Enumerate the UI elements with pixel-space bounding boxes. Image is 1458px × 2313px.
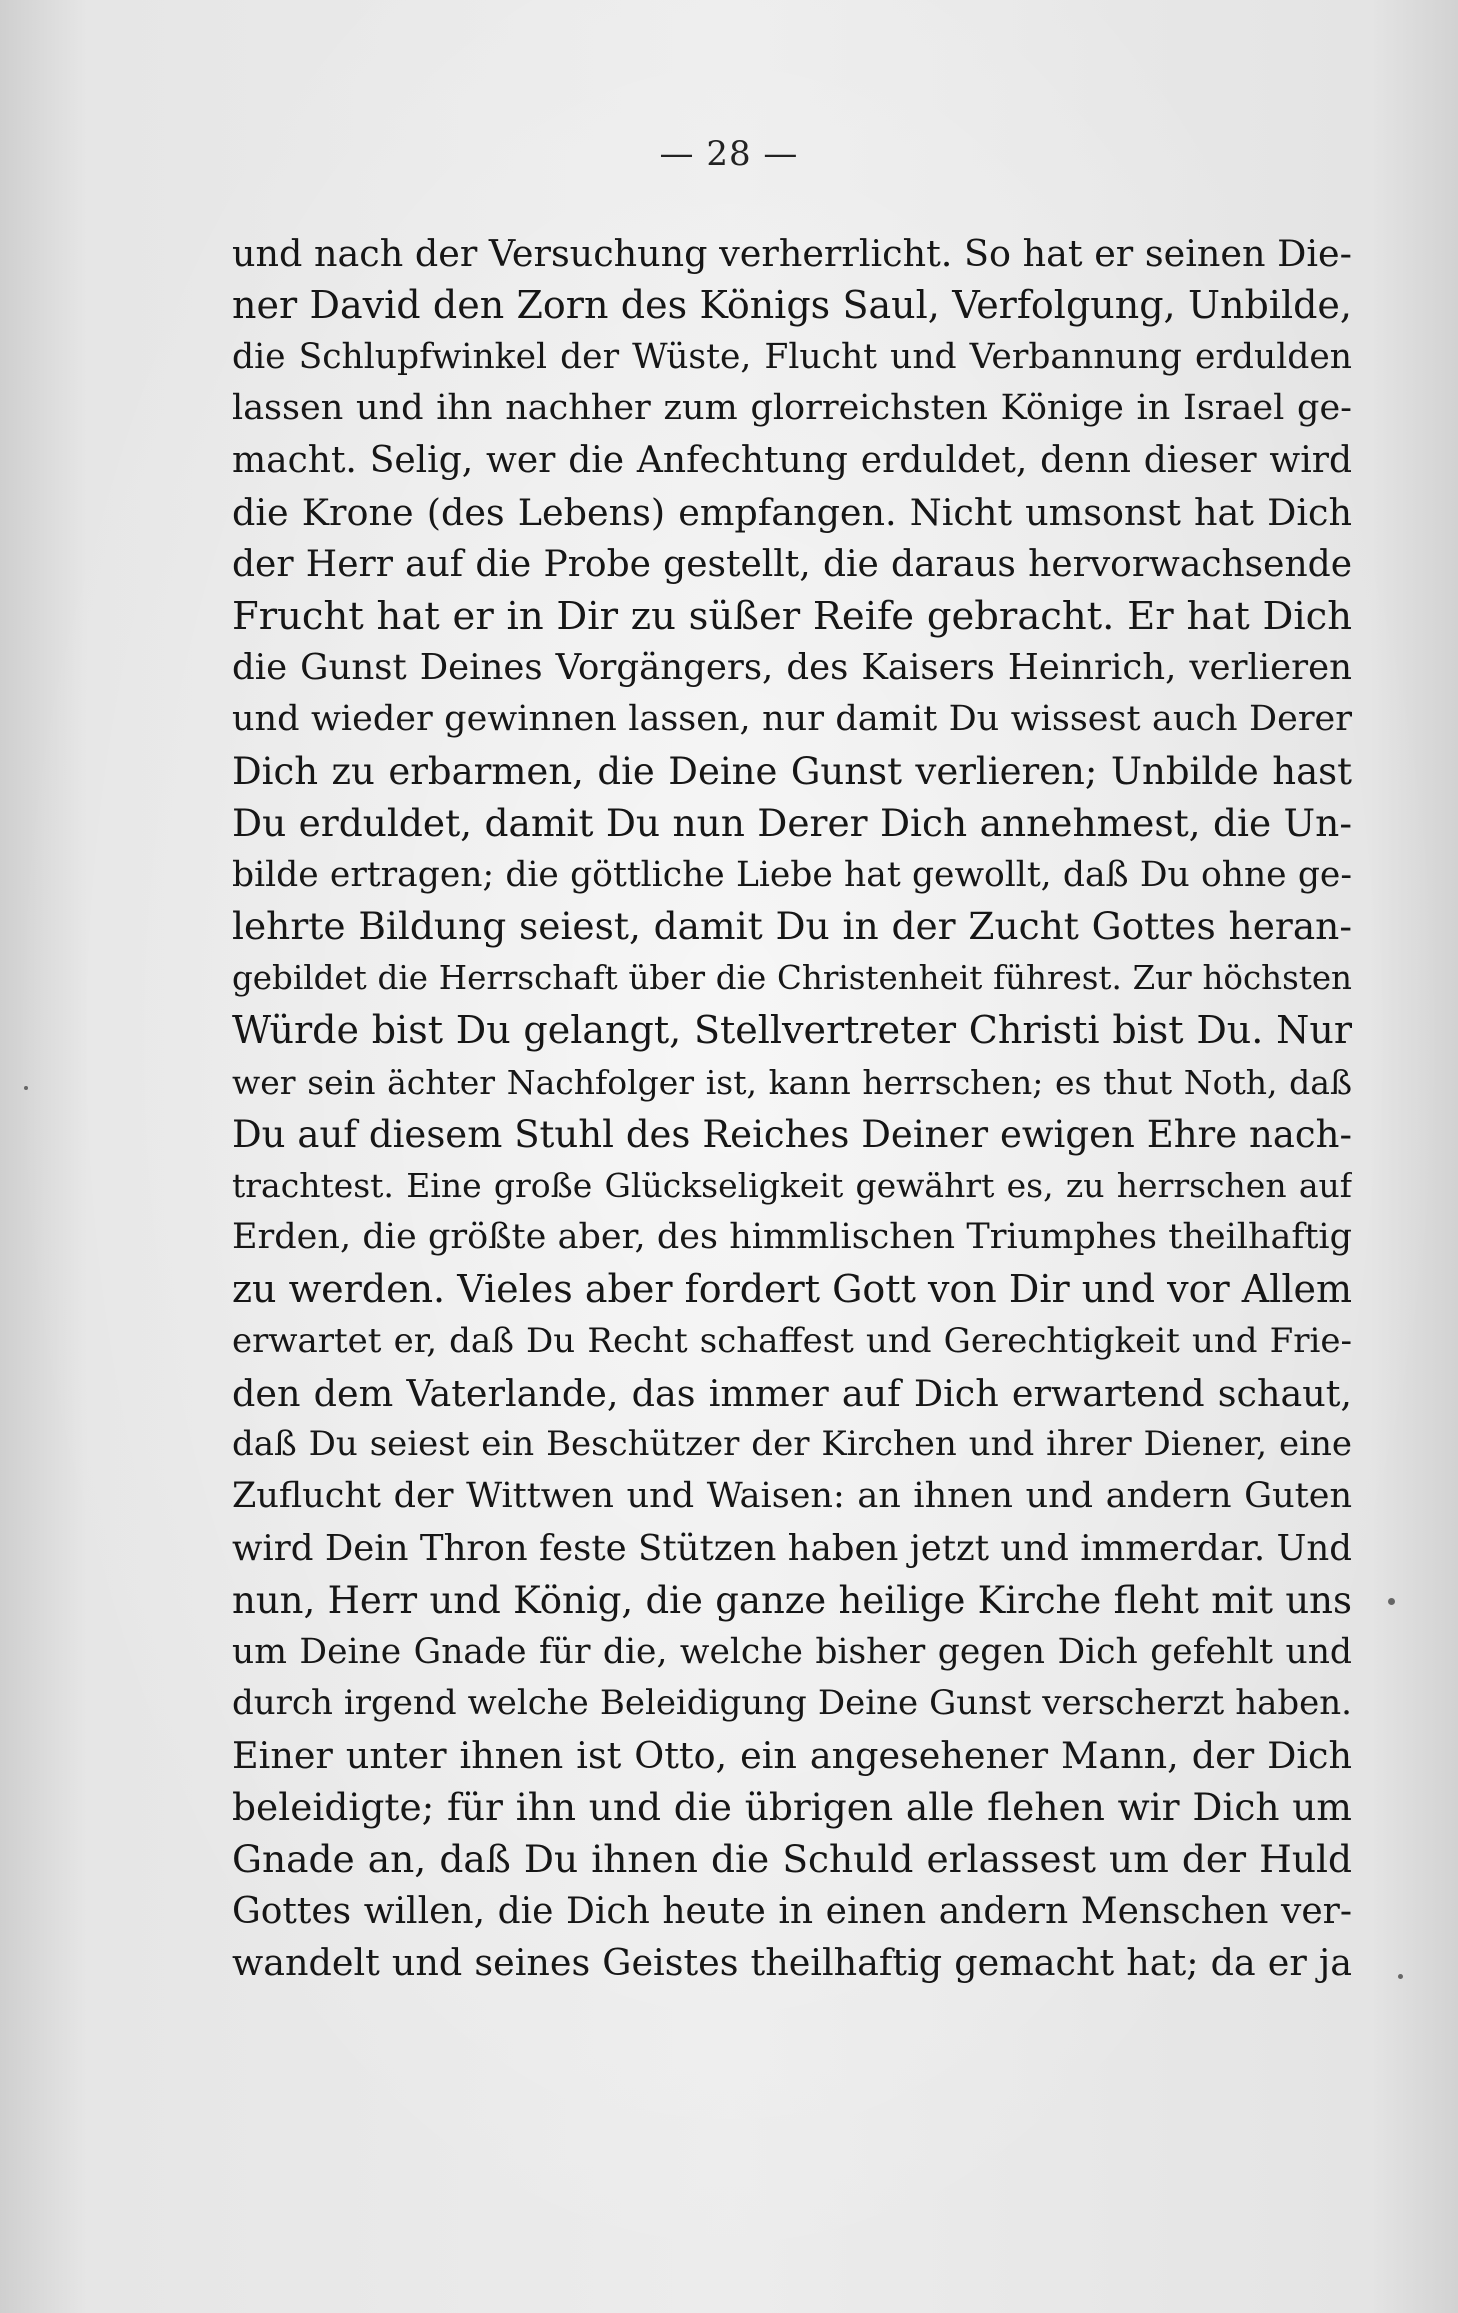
text-line: und wieder gewinnen lassen, nur damit Du wissest auch Derer [232,699,1352,740]
text-line: Du erduldet, damit Du nun Derer Dich annehmest, die Un- [232,800,1352,845]
text-line: und nach der Versuchung verherrlicht. So hat er seinen Die- [232,232,1352,275]
text-line: die Krone (des Lebens) empfangen. Nicht umsonst hat Dich [232,490,1352,534]
text-line: ner David den Zorn des Königs Saul, Verfolgung, Unbilde, [232,282,1352,327]
paper-speck [1388,1598,1395,1605]
text-line: durch irgend welche Beleidigung Deine Gunst verscherzt haben. [232,1683,1352,1724]
text-line: gebildet die Herrschaft über die Christenheit führest. Zur höchsten [232,959,1352,998]
text-line: Zuflucht der Wittwen und Waisen: an ihnen und andern Guten [232,1476,1352,1517]
text-line: erwartet er, daß Du Recht schaffest und Gerechtigkeit und Frie- [232,1320,1352,1361]
text-line: Gnade an, daß Du ihnen die Schuld erlassest um der Huld [232,1836,1352,1881]
text-line: Einer unter ihnen ist Otto, ein angesehener Mann, der Dich [232,1734,1352,1778]
text-line: Erden, die größte aber, des himmlischen Triumphes theilhaftig [232,1217,1352,1258]
text-line: Würde bist Du gelangt, Stellvertreter Christi bist Du. Nur [232,1007,1352,1052]
page-number: — 28 — [659,134,799,174]
text-line: Du auf diesem Stuhl des Reiches Deiner ewigen Ehre nach- [232,1112,1352,1156]
text-line: beleidigte; für ihn und die übrigen alle flehen wir Dich um [232,1784,1352,1829]
text-line: den dem Vaterlande, das immer auf Dich erwartend schaut, [232,1371,1352,1415]
text-line: Frucht hat er in Dir zu süßer Reife gebracht. Er hat Dich [232,593,1352,639]
text-line: zu werden. Vieles aber fordert Gott von Dir und vor Allem [232,1266,1352,1311]
paper-speck [24,1086,28,1090]
text-line: bilde ertragen; die göttliche Liebe hat gewollt, daß Du ohne ge- [232,854,1352,895]
text-line: trachtest. Eine große Glückseligkeit gewährt es, zu herrschen auf [232,1166,1352,1206]
text-line: lehrte Bildung seiest, damit Du in der Zucht Gottes heran- [232,904,1352,949]
text-line: wird Dein Thron feste Stützen haben jetzt und immerdar. Und [232,1527,1352,1569]
text-line: Gottes willen, die Dich heute in einen andern Menschen ver- [232,1890,1352,1932]
body-text [232,228,1352,1989]
text-line: daß Du seiest ein Beschützer der Kirchen und ihrer Diener, eine [232,1424,1352,1465]
text-line: um Deine Gnade für die, welche bisher gegen Dich gefehlt und [232,1631,1352,1672]
text-line: Dich zu erbarmen, die Deine Gunst verlieren; Unbilde hast [232,749,1352,793]
paper-speck [1398,1974,1403,1979]
text-line: wer sein ächter Nachfolger ist, kann herrschen; es thut Noth, daß [232,1062,1352,1102]
text-line: macht. Selig, wer die Anfechtung erduldet, denn dieser wird [232,440,1352,482]
text-line: nun, Herr und König, die ganze heilige Kirche fleht mit uns [232,1578,1352,1622]
text-line: der Herr auf die Probe gestellt, die daraus hervorwachsende [232,543,1352,585]
text-line: die Schlupfwinkel der Wüste, Flucht und Verbannung erdulden [232,336,1352,377]
text-line: lassen und ihn nachher zum glorreichsten Könige in Israel ge- [232,388,1352,429]
text-line: wandelt und seines Geistes theilhaftig gemacht hat; da er ja [232,1941,1352,1985]
text-line: die Gunst Deines Vorgängers, des Kaisers Heinrich, verlieren [232,647,1352,689]
